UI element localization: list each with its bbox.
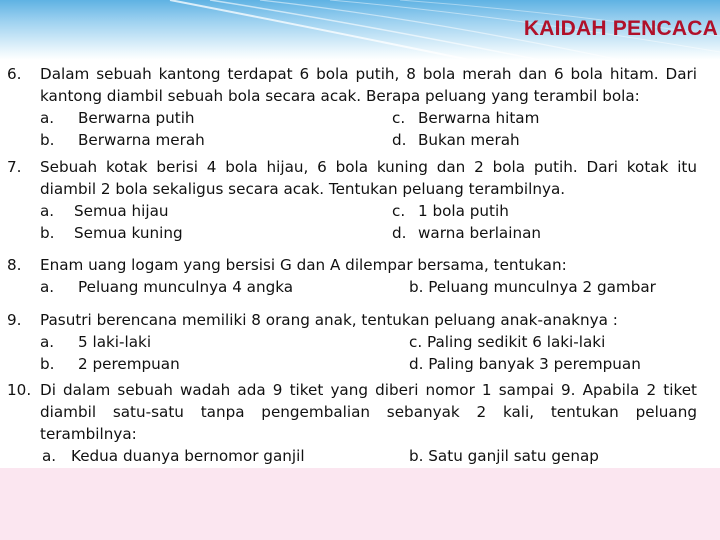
option-text: 1 bola putih <box>418 202 509 220</box>
option-letter: d. <box>392 131 407 149</box>
option-row <box>40 222 697 244</box>
question-number: 8. <box>7 256 22 274</box>
question-text-line: Enam uang logam yang bersisi G dan A dilempar bersama, tentukan: <box>40 256 567 274</box>
question-7 <box>7 156 697 244</box>
option-text: Peluang munculnya 4 angka <box>78 278 294 296</box>
option-text: warna berlainan <box>418 224 541 242</box>
header-band <box>0 0 720 60</box>
option-text: c. Paling sedikit 6 laki-laki <box>409 333 606 351</box>
option-text: Kedua duanya bernomor ganjil <box>71 447 305 465</box>
question-6 <box>7 63 697 151</box>
question-text-line: Di dalam sebuah wadah ada 9 tiket yang diberi nomor 1 sampai 9. Apabila 2 tiket <box>40 381 697 399</box>
option-text: Semua hijau <box>74 202 169 220</box>
page-title: KAIDAH PENCACA <box>523 17 718 40</box>
option-text: Berwarna putih <box>78 109 195 127</box>
option-row <box>40 200 697 222</box>
option-text: Berwarna hitam <box>418 109 540 127</box>
question-text-line: kantong diambil sebuah bola secara acak. Berapa peluang yang terambil bola: <box>40 87 640 105</box>
question-text-line: Sebuah kotak berisi 4 bola hijau, 6 bola kuning dan 2 bola putih. Dari kotak itu <box>40 158 697 176</box>
option-text: Semua kuning <box>74 224 183 242</box>
question-9 <box>7 309 697 375</box>
option-letter: b. <box>40 224 55 242</box>
question-10 <box>7 379 697 467</box>
option-letter: a. <box>40 333 55 351</box>
option-text: Berwarna merah <box>78 131 205 149</box>
question-text-line: diambil satu-satu tanpa pengembalian sebanyak 2 kali, tentukan peluang <box>40 403 697 421</box>
option-letter: a. <box>40 278 55 296</box>
option-text: 5 laki-laki <box>78 333 152 351</box>
option-row <box>40 276 697 298</box>
question-8 <box>7 254 697 298</box>
question-number: 6. <box>7 65 22 83</box>
option-row <box>40 353 697 375</box>
option-text: Bukan merah <box>418 131 520 149</box>
option-letter: d. <box>392 224 407 242</box>
option-row <box>40 129 697 151</box>
option-text: b. Peluang munculnya 2 gambar <box>409 278 656 296</box>
worksheet-content <box>0 60 720 468</box>
option-row <box>40 107 697 129</box>
question-number: 7. <box>7 158 22 176</box>
option-row <box>40 445 697 467</box>
option-letter: a. <box>40 202 55 220</box>
option-row <box>40 331 697 353</box>
option-text: 2 perempuan <box>78 355 180 373</box>
option-text: b. Satu ganjil satu genap <box>409 447 599 465</box>
question-text-line: terambilnya: <box>40 425 137 443</box>
option-letter: c. <box>392 109 406 127</box>
question-text-line: Dalam sebuah kantong terdapat 6 bola putih, 8 bola merah dan 6 bola hitam. Dari <box>40 65 697 83</box>
option-letter: c. <box>392 202 406 220</box>
question-number: 9. <box>7 311 22 329</box>
question-number: 10. <box>7 381 32 399</box>
bottom-band <box>0 468 720 540</box>
question-text-line: diambil 2 bola sekaligus secara acak. Tentukan peluang terambilnya. <box>40 180 566 198</box>
question-text-line: Pasutri berencana memiliki 8 orang anak, tentukan peluang anak-anaknya : <box>40 311 618 329</box>
option-letter: b. <box>40 355 55 373</box>
option-letter: a. <box>42 447 57 465</box>
option-letter: a. <box>40 109 55 127</box>
option-letter: b. <box>40 131 55 149</box>
option-text: d. Paling banyak 3 perempuan <box>409 355 641 373</box>
